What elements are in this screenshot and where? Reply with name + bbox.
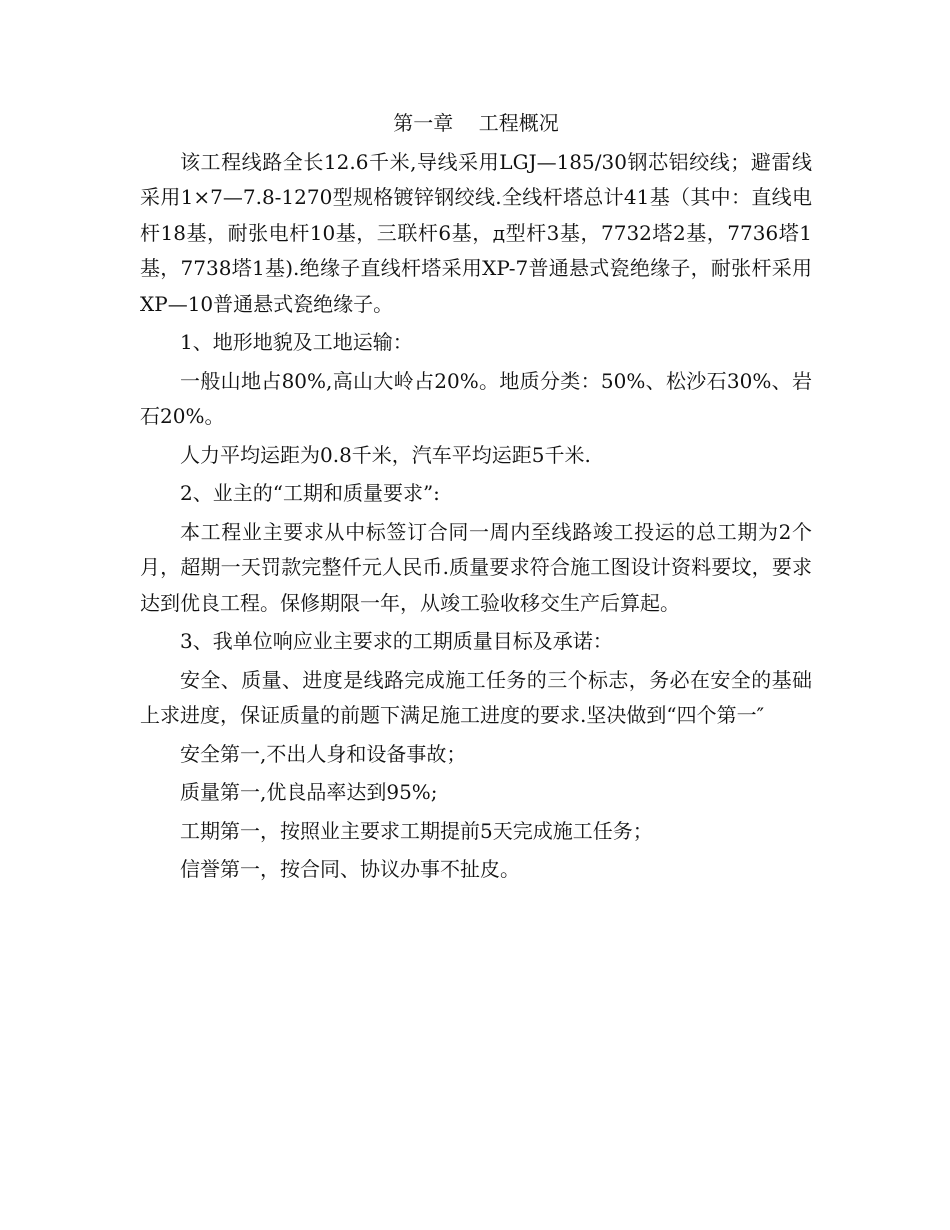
section-heading-terrain: 1、地形地貌及工地运输： [180, 330, 413, 354]
paragraph-owner-requirements: 本工程业主要求从中标签订合同一周内至线路竣工投运的总工期为2个月，超期一天罚款完整仟元人民币.质量要求符合施工图设计资料要坟，要求达到优良工程。保修期限一年，从竣工验收移交生产后算起。 [140, 519, 812, 615]
section-heading-commitments: 3、我单位响应业主要求的工期质量目标及承诺： [180, 629, 613, 653]
list-item-schedule: 工期第一，按照业主要求工期提前5天完成施工任务； [180, 818, 653, 843]
chapter-title: 第一章 工程概况 [393, 111, 559, 135]
paragraph-project-overview: 该工程线路全长12.6千米,导线采用LGJ—185/30钢芯铝绞线；避雷线采用1×7—7.8-1270型规格镀锌钢绞线.全线杆塔总计41基（其中：直线电杆18基，耐张电杆10基，三联杆6基，д型杆3基，7732塔2基，7736塔1基，7738塔1基).绝缘子直线杆塔采用XP-7普通悬式瓷绝缘子，耐张杆采用XP—10普通悬式瓷绝缘子。 [140, 149, 812, 316]
paragraph-transport: 人力平均运距为0.8千米，汽车平均运距5千米. [180, 442, 591, 467]
list-item-reputation: 信誉第一，按合同、协议办事不扯皮。 [180, 857, 520, 881]
paragraph-terrain: 一般山地占80%,高山大岭占20%。地质分类：50%、松沙石30%、岩石20%。 [140, 368, 812, 428]
paragraph-commitments: 安全、质量、进度是线路完成施工任务的三个标志，务必在安全的基础上求进度，保证质量的前题下满足施工进度的要求.坚决做到“四个第一″ [140, 667, 812, 727]
document-body [140, 106, 812, 891]
section-heading-owner-requirements: 2、业主的“工期和质量要求”: [180, 481, 440, 505]
list-item-quality: 质量第一,优良品率达到95%; [180, 780, 438, 804]
list-item-safety: 安全第一,不出人身和设备事故； [180, 741, 467, 766]
